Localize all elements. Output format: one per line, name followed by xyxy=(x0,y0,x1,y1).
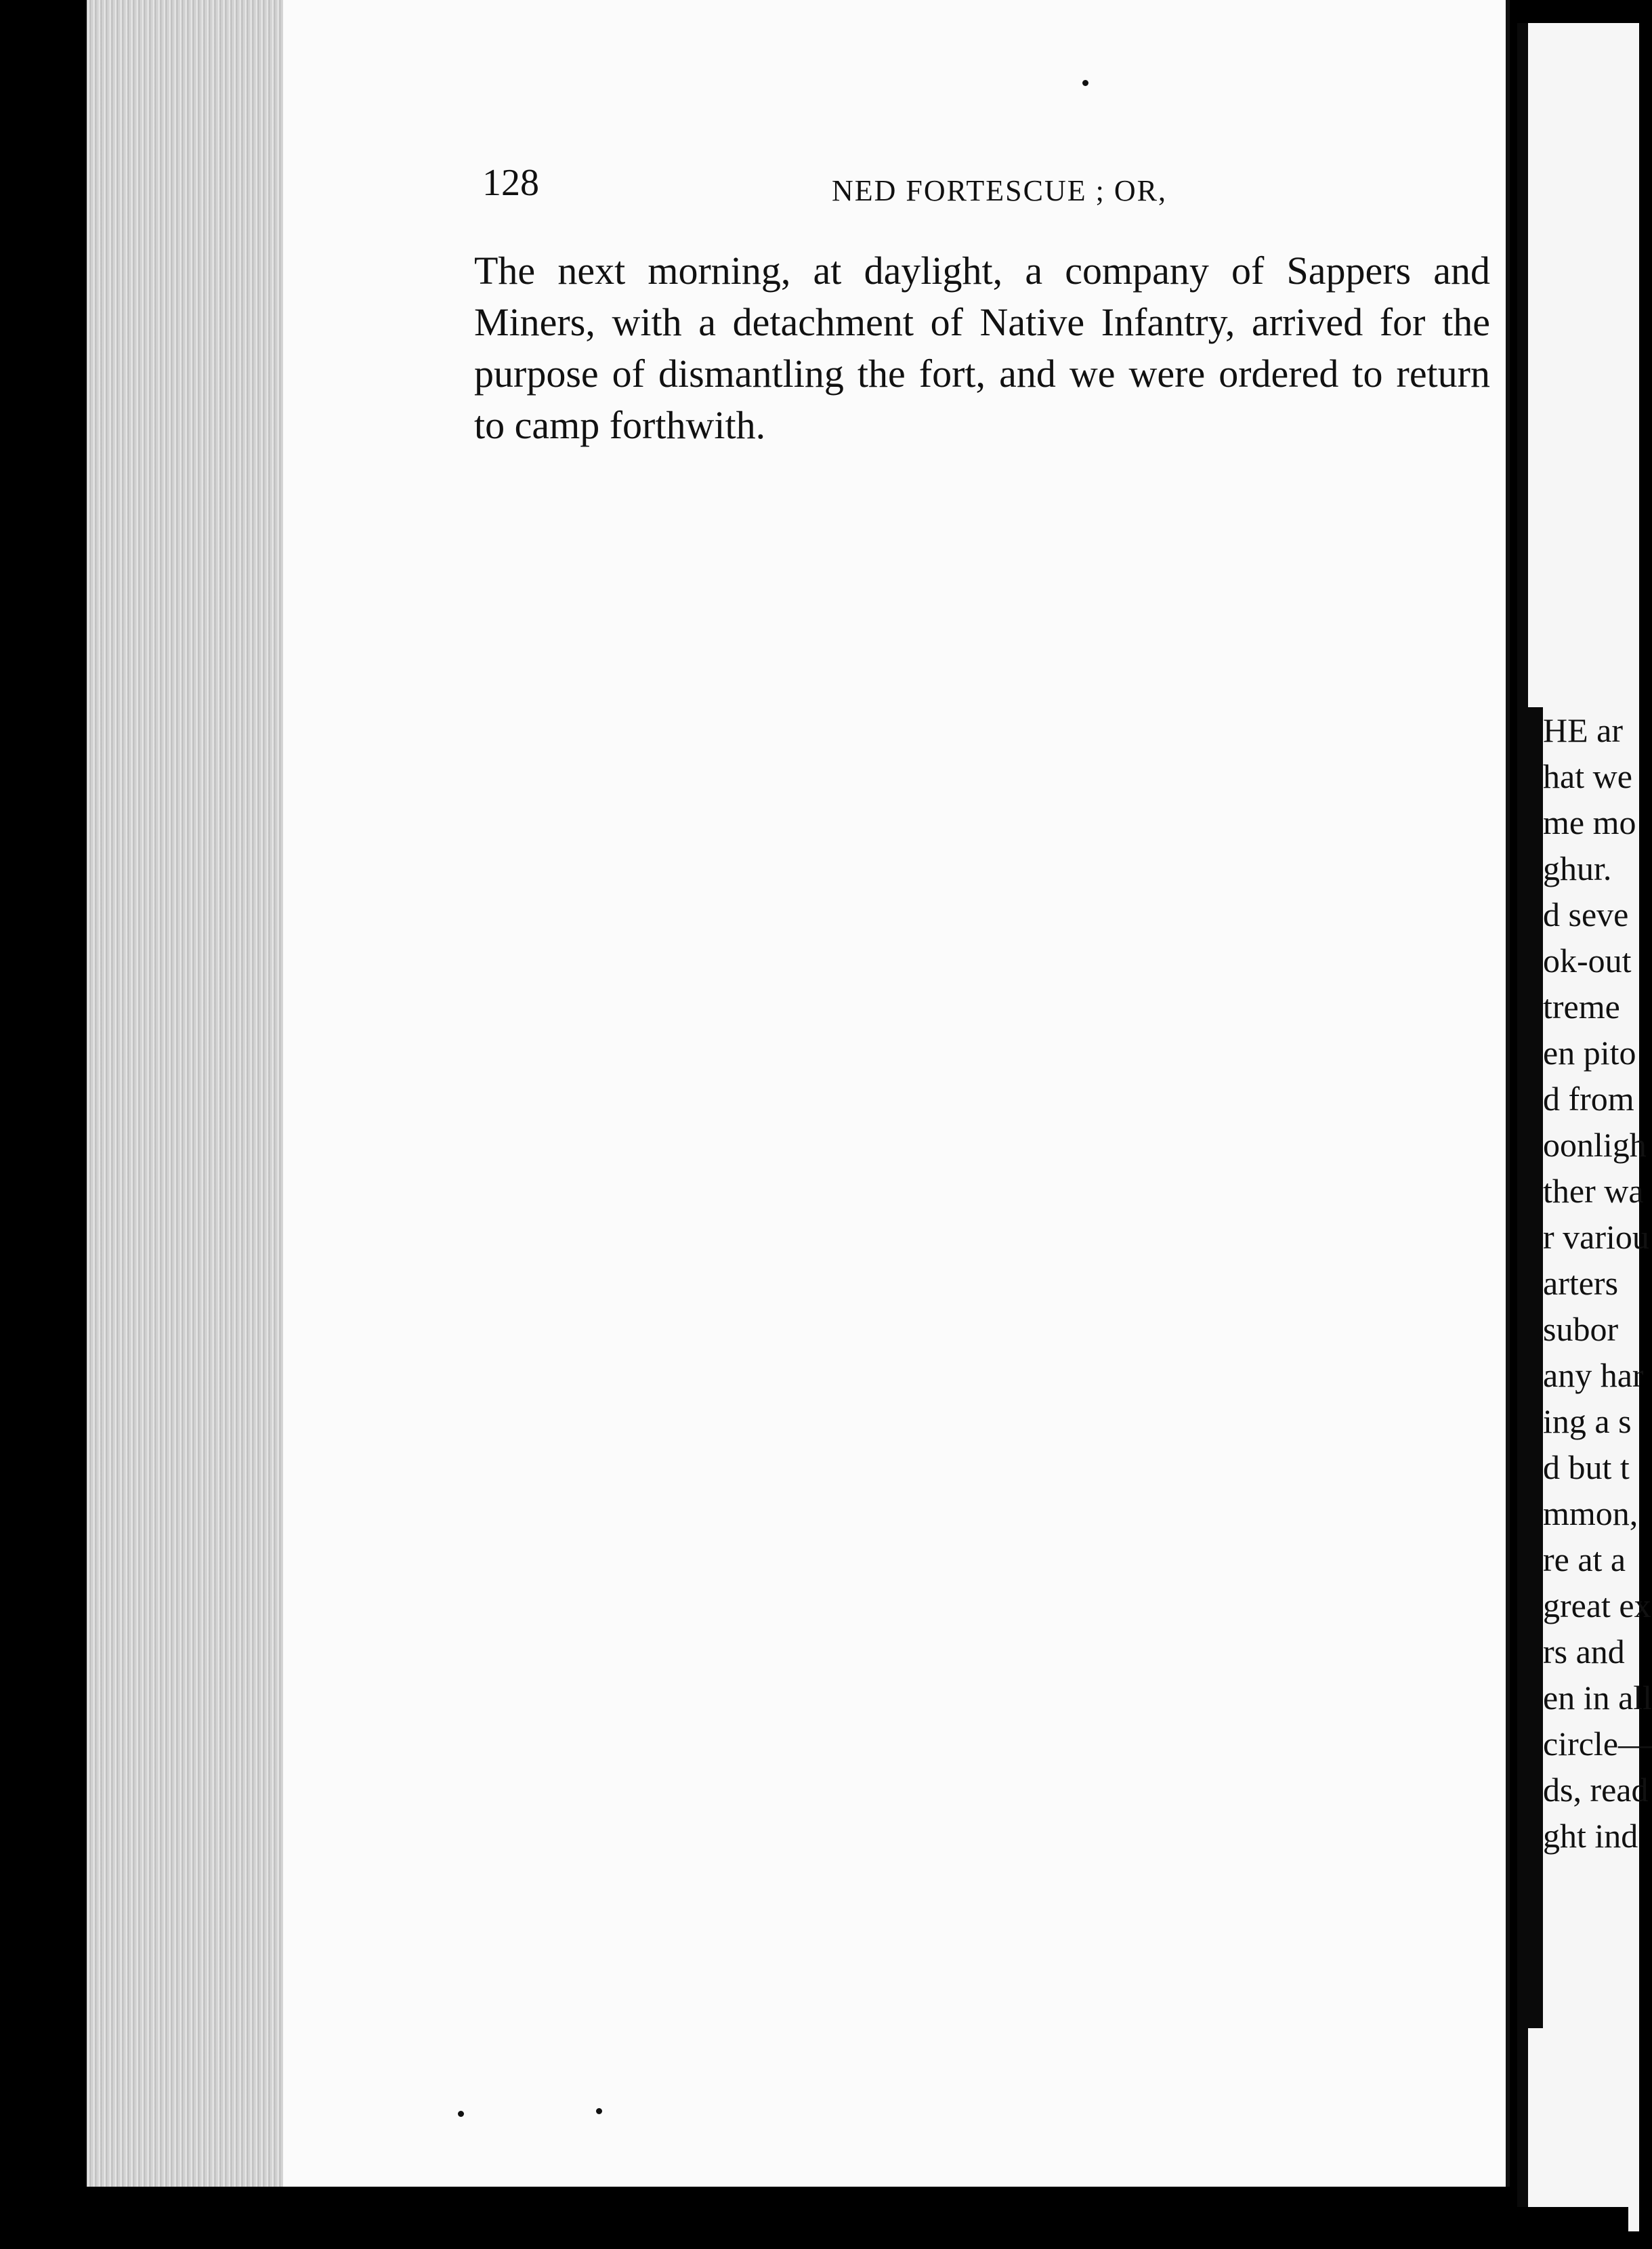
facing-page-line: ing a s xyxy=(1543,1402,1632,1440)
facing-page-line: mmon, xyxy=(1543,1494,1638,1532)
facing-page-line: any har xyxy=(1543,1356,1644,1394)
facing-page-line: me mo xyxy=(1543,803,1636,841)
facing-page-line: re at a xyxy=(1543,1540,1626,1578)
facing-page-line: ghur. xyxy=(1543,849,1612,887)
facing-page-line: ght ind xyxy=(1543,1817,1638,1855)
ink-speck xyxy=(458,2111,464,2117)
facing-page-line: circle— xyxy=(1543,1725,1652,1763)
facing-page-line: d but t xyxy=(1543,1448,1630,1486)
facing-page-line: en in all xyxy=(1543,1679,1652,1717)
gutter-shadow xyxy=(1528,707,1543,2028)
scan-bottom-border xyxy=(0,2207,1628,2249)
body-paragraph: The next morning, at daylight, a company of Sappers and Miners, with a detachment of Native Infantry, arrived for the purpose of dismantling the fort, and we were ordered to return to camp forthwith. xyxy=(474,249,1490,447)
facing-page-line: HE ar xyxy=(1543,711,1623,749)
facing-page-line: arters xyxy=(1543,1264,1619,1302)
facing-page-fragment xyxy=(1517,23,1652,2231)
facing-page-line: treme xyxy=(1543,988,1620,1026)
facing-page-line: oonligh xyxy=(1543,1126,1647,1164)
ink-speck xyxy=(596,2108,602,2114)
facing-page-line: r variou xyxy=(1543,1218,1649,1256)
facing-page-line: great ex xyxy=(1543,1586,1651,1624)
facing-page-line: ther wa xyxy=(1543,1172,1644,1210)
running-head: NED FORTESCUE ; OR, xyxy=(832,174,1167,207)
facing-page-line: hat we xyxy=(1543,757,1632,795)
facing-page-line: en pito xyxy=(1543,1034,1636,1072)
facing-page-line: subor xyxy=(1543,1310,1619,1348)
facing-page-text-lines xyxy=(1543,707,1652,1859)
facing-page-line: d seve xyxy=(1543,896,1629,933)
facing-page-line: rs and xyxy=(1543,1633,1625,1670)
facing-page-line: ds, read xyxy=(1543,1771,1649,1809)
facing-page-line: d from xyxy=(1543,1080,1634,1118)
facing-page-line: ok-out xyxy=(1543,942,1632,980)
ink-speck xyxy=(1082,80,1088,86)
page-edge-stack xyxy=(87,0,283,2187)
page-number: 128 xyxy=(482,162,539,204)
